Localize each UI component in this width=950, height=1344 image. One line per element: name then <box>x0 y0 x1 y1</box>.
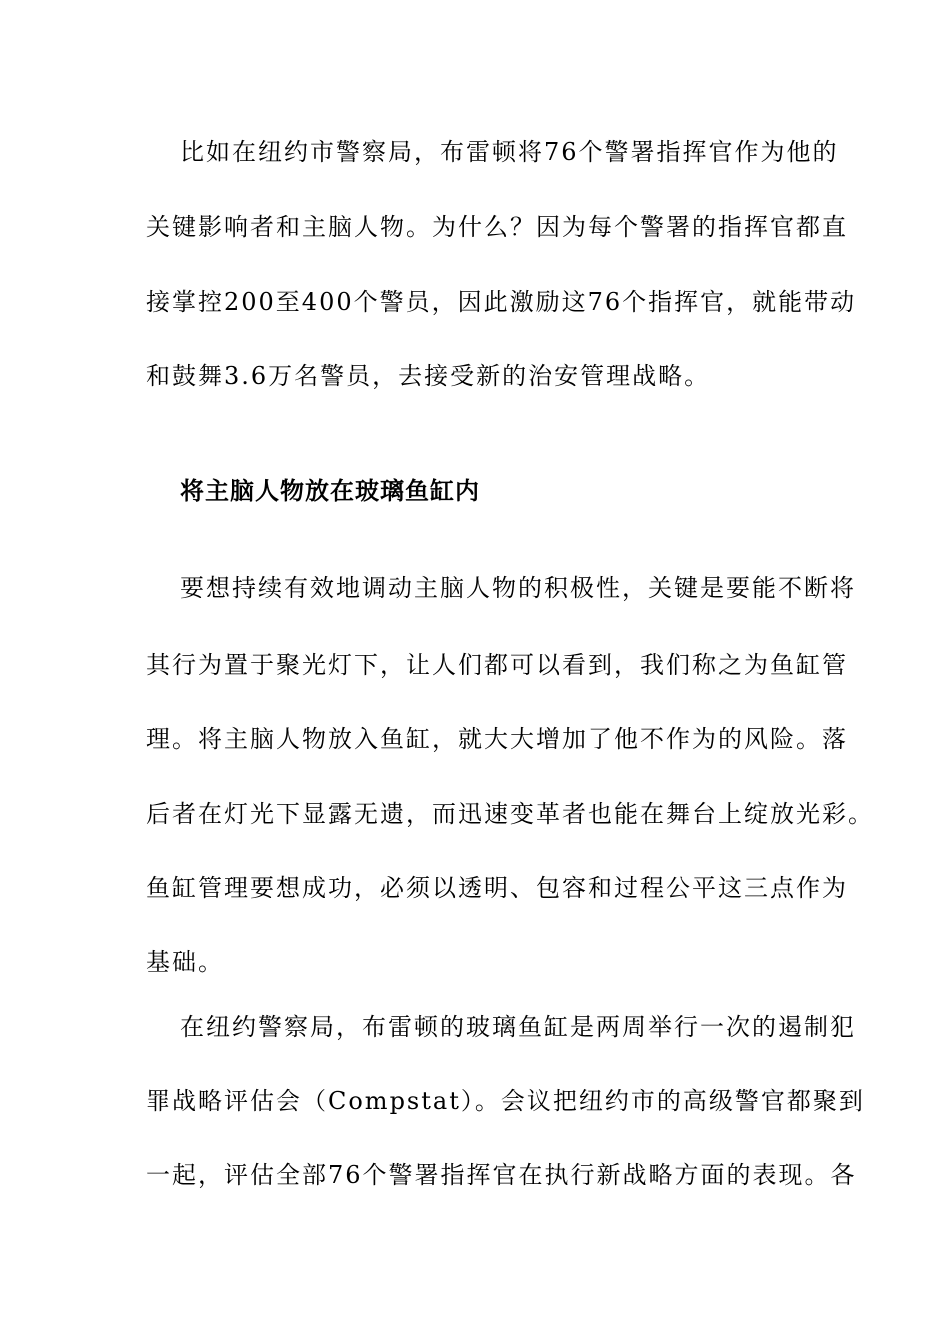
paragraph-3-line-2: 罪战略评估会（Compstat）。会议把纽约市的高级警官都聚到 <box>146 1087 865 1115</box>
paragraph-2-line-6: 基础。 <box>146 948 224 976</box>
paragraph-2-line-1: 要想持续有效地调动主脑人物的积极性，关键是要能不断将 <box>180 574 856 602</box>
paragraph-1-line-1: 比如在纽约市警察局，布雷顿将76个警署指挥官作为他的 <box>180 138 839 166</box>
paragraph-2-line-4: 后者在灯光下显露无遗，而迅速变革者也能在舞台上绽放光彩。 <box>146 800 874 828</box>
paragraph-3-line-1: 在纽约警察局，布雷顿的玻璃鱼缸是两周举行一次的遏制犯 <box>180 1013 856 1041</box>
paragraph-3-line-3: 一起，评估全部76个警署指挥官在执行新战略方面的表现。各 <box>146 1161 857 1189</box>
paragraph-1-line-2: 关键影响者和主脑人物。为什么？因为每个警署的指挥官都直 <box>146 213 848 241</box>
paragraph-1-line-3: 接掌控200至400个警员，因此激励这76个指挥官，就能带动 <box>146 288 857 316</box>
section-heading: 将主脑人物放在玻璃鱼缸内 <box>180 477 480 505</box>
paragraph-2-line-3: 理。将主脑人物放入鱼缸，就大大增加了他不作为的风险。落 <box>146 725 848 753</box>
paragraph-2-line-5: 鱼缸管理要想成功，必须以透明、包容和过程公平这三点作为 <box>146 874 848 902</box>
paragraph-2-line-2: 其行为置于聚光灯下，让人们都可以看到，我们称之为鱼缸管 <box>146 651 848 679</box>
paragraph-1-line-4: 和鼓舞3.6万名警员，去接受新的治安管理战略。 <box>146 362 711 390</box>
